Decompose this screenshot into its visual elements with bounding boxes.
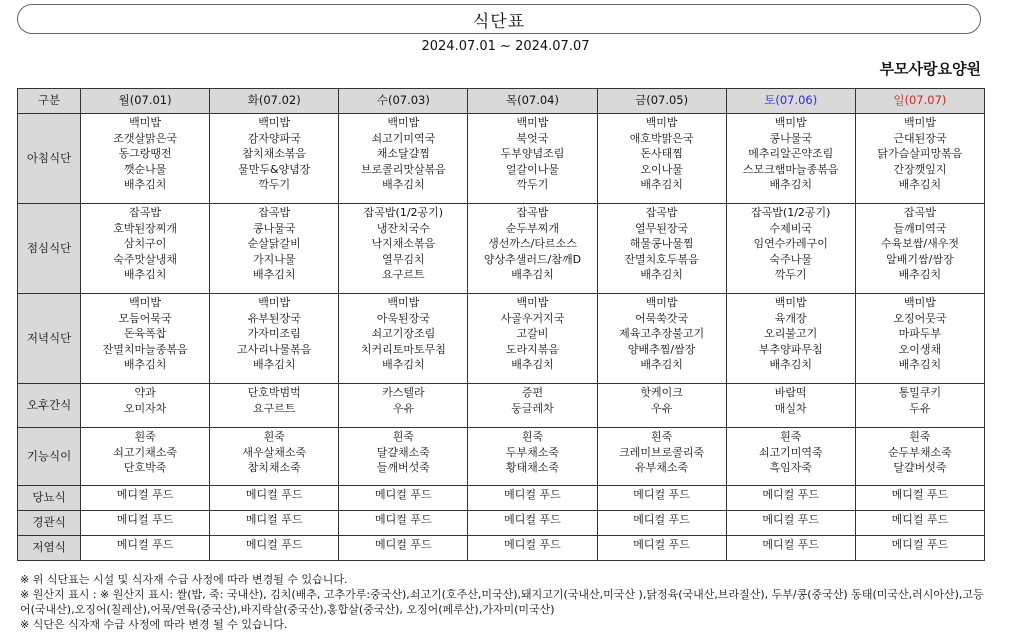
menu-item: 북엇국 xyxy=(516,131,549,145)
menu-item: 잡곡밥 xyxy=(903,206,936,219)
menu-cell xyxy=(339,294,468,384)
menu-body xyxy=(18,114,985,561)
menu-item: 콩나물국 xyxy=(252,221,296,235)
menu-item: 메디컬 푸드 xyxy=(504,513,561,526)
menu-item: 조갯살맑은국 xyxy=(113,131,177,145)
menu-item: 메디컬 푸드 xyxy=(116,513,174,526)
menu-item: 메디컬 푸드 xyxy=(891,538,949,551)
meal-row xyxy=(18,486,985,511)
page-title: 식단표 xyxy=(472,11,526,32)
meal-row xyxy=(18,114,985,204)
menu-item: 깍두기 xyxy=(774,268,807,281)
menu-cell xyxy=(855,486,984,511)
notes xyxy=(20,572,990,632)
menu-cell xyxy=(210,294,339,384)
menu-cell xyxy=(855,511,984,536)
menu-item: 메디컬 푸드 xyxy=(116,488,174,501)
menu-item: 근대된장국 xyxy=(893,131,947,145)
menu-item: 사골우거지국 xyxy=(500,311,565,325)
menu-item: 열무된장국 xyxy=(635,221,689,235)
menu-item: 우유 xyxy=(650,401,673,415)
menu-item: 수육보쌈/새우젓 xyxy=(880,237,959,250)
menu-item: 참치채소죽 xyxy=(247,461,301,474)
menu-item: 흰죽 xyxy=(263,430,285,443)
menu-item: 콩나물국 xyxy=(769,131,812,145)
header-day-3: 목(07.04) xyxy=(468,89,597,114)
menu-item: 배추김치 xyxy=(123,268,167,281)
menu-item: 두부양념조림 xyxy=(500,147,565,160)
menu-item: 얼갈이나물 xyxy=(505,162,560,176)
menu-cell xyxy=(855,428,984,486)
menu-cell xyxy=(597,384,726,428)
menu-cell xyxy=(855,204,984,294)
menu-cell xyxy=(81,384,210,428)
menu-item: 메디컬 푸드 xyxy=(504,538,561,551)
menu-item: 단호박죽 xyxy=(123,461,167,474)
menu-cell xyxy=(210,428,339,486)
menu-cell xyxy=(468,294,597,384)
menu-item: 유부채소죽 xyxy=(635,461,689,474)
menu-item: 오이생채 xyxy=(898,342,942,356)
menu-cell xyxy=(210,204,339,294)
menu-item: 육개장 xyxy=(774,311,807,325)
menu-cell xyxy=(210,536,339,561)
menu-item: 잡곡밥 xyxy=(258,206,291,219)
menu-item: 흑임자죽 xyxy=(769,461,812,474)
menu-item: 낙지채소볶음 xyxy=(371,237,436,250)
menu-item: 카스텔라 xyxy=(382,386,425,399)
menu-item: 새우살채소죽 xyxy=(242,445,307,459)
menu-item: 고사리나물볶음 xyxy=(237,342,312,356)
menu-item: 백미밥 xyxy=(258,116,291,129)
menu-item: 매실차 xyxy=(774,401,807,415)
menu-cell xyxy=(468,428,597,486)
menu-item: 냉잔치국수 xyxy=(376,221,430,235)
menu-item: 감자양파국 xyxy=(247,131,301,145)
menu-item: 쇠고기미역죽 xyxy=(758,445,823,459)
menu-item: 잡곡밥 xyxy=(645,206,678,219)
menu-item: 아욱된장국 xyxy=(376,311,430,325)
menu-item: 흰죽 xyxy=(780,430,802,443)
meal-row xyxy=(18,428,985,486)
menu-cell xyxy=(468,384,597,428)
meal-row xyxy=(18,511,985,536)
menu-cell xyxy=(726,536,855,561)
menu-cell xyxy=(855,536,984,561)
menu-item: 임연수카레구이 xyxy=(753,237,828,250)
menu-cell xyxy=(597,511,726,536)
menu-item: 흰죽 xyxy=(650,430,673,443)
menu-cell xyxy=(597,486,726,511)
menu-item: 순두부찌개 xyxy=(505,221,560,235)
menu-item: 백미밥 xyxy=(516,116,549,129)
menu-cell xyxy=(339,428,468,486)
title-box xyxy=(17,4,981,34)
menu-item: 바람떡 xyxy=(774,386,807,399)
menu-item: 백미밥 xyxy=(774,116,807,129)
menu-item: 메디컬 푸드 xyxy=(245,488,303,501)
menu-item: 배추김치 xyxy=(382,358,425,371)
menu-cell xyxy=(855,114,984,204)
menu-item: 배추김치 xyxy=(123,358,167,371)
menu-item: 우유 xyxy=(392,401,414,415)
menu-item: 요구르트 xyxy=(252,401,296,415)
menu-item: 채소달걀찜 xyxy=(376,147,430,160)
menu-item: 배추김치 xyxy=(898,268,942,281)
menu-item: 백미밥 xyxy=(387,296,420,309)
menu-item: 숙주나물 xyxy=(769,252,812,266)
menu-item: 백미밥 xyxy=(258,296,291,309)
menu-item: 메디컬 푸드 xyxy=(116,538,174,551)
menu-item: 순살닭갈비 xyxy=(247,237,301,250)
menu-item: 깻순나물 xyxy=(123,162,167,176)
menu-item: 수제비국 xyxy=(769,221,812,235)
menu-item: 치커리토마토무침 xyxy=(360,342,446,356)
menu-item: 백미밥 xyxy=(645,296,678,309)
menu-item: 간장깻잎지 xyxy=(893,162,947,176)
menu-item: 배추김치 xyxy=(769,178,812,191)
menu-item: 깍두기 xyxy=(516,178,549,191)
menu-item: 메디컬 푸드 xyxy=(633,513,690,526)
row-label: 경관식 xyxy=(18,511,81,536)
menu-item: 백미밥 xyxy=(903,296,936,309)
menu-cell xyxy=(339,536,468,561)
menu-item: 백미밥 xyxy=(387,116,420,129)
menu-item: 알배기쌈/쌈장 xyxy=(886,252,954,266)
menu-item: 메추리알곤약조림 xyxy=(748,147,834,160)
menu-item: 잡곡밥 xyxy=(516,206,549,219)
menu-item: 해물콩나물찜 xyxy=(629,237,694,250)
menu-cell xyxy=(468,536,597,561)
menu-cell xyxy=(81,486,210,511)
menu-item: 배추김치 xyxy=(511,358,554,371)
menu-item: 크레미브로콜리죽 xyxy=(619,445,705,459)
menu-item: 백미밥 xyxy=(129,116,162,129)
menu-table xyxy=(17,88,985,561)
menu-cell xyxy=(855,294,984,384)
menu-item: 마파두부 xyxy=(898,327,942,340)
menu-item: 메디컬 푸드 xyxy=(245,513,303,526)
menu-item: 달걀채소죽 xyxy=(376,445,430,459)
menu-cell xyxy=(81,428,210,486)
menu-item: 메디컬 푸드 xyxy=(762,538,820,551)
menu-item: 열무김치 xyxy=(382,252,425,266)
menu-cell xyxy=(81,294,210,384)
menu-item: 잡곡밥(1/2공기) xyxy=(751,206,831,219)
menu-item: 잡곡밥(1/2공기) xyxy=(363,206,444,219)
menu-item: 흰죽 xyxy=(134,430,156,443)
menu-cell xyxy=(81,114,210,204)
menu-cell xyxy=(339,114,468,204)
menu-cell xyxy=(210,384,339,428)
facility-name: 부모사랑요양원 xyxy=(879,60,981,78)
menu-item: 삼치구이 xyxy=(123,237,167,250)
menu-item: 백미밥 xyxy=(516,296,549,309)
menu-item: 약과 xyxy=(134,386,156,399)
menu-cell xyxy=(81,511,210,536)
menu-item: 메디컬 푸드 xyxy=(504,488,561,501)
header-day-1: 화(07.02) xyxy=(210,89,339,114)
menu-cell xyxy=(597,536,726,561)
menu-item: 메디컬 푸드 xyxy=(375,513,432,526)
menu-item: 흰죽 xyxy=(521,430,544,443)
menu-item: 통밀쿠키 xyxy=(898,386,942,399)
menu-item: 배추김치 xyxy=(123,178,167,191)
menu-item: 돈육폭찹 xyxy=(123,327,167,340)
menu-item: 깍두기 xyxy=(258,178,291,191)
menu-cell xyxy=(726,428,855,486)
menu-item: 메디컬 푸드 xyxy=(375,538,432,551)
menu-cell xyxy=(726,511,855,536)
menu-cell xyxy=(339,486,468,511)
header-day-0: 월(07.01) xyxy=(81,89,210,114)
menu-item: 제육고추장불고기 xyxy=(619,327,705,340)
menu-cell xyxy=(468,511,597,536)
row-label: 저염식 xyxy=(18,536,81,561)
header-day-4: 금(07.05) xyxy=(597,89,726,114)
menu-cell xyxy=(468,204,597,294)
meal-row xyxy=(18,204,985,294)
menu-cell xyxy=(210,114,339,204)
menu-item: 배추김치 xyxy=(252,358,296,371)
menu-item: 잔멸치마늘종볶음 xyxy=(102,342,188,356)
menu-cell xyxy=(468,114,597,204)
menu-cell xyxy=(726,486,855,511)
menu-item: 오리불고기 xyxy=(764,327,818,340)
note-ingredients: ※ 식단은 식자재 수급 사정에 따라 변경 될 수 있습니다. xyxy=(20,618,288,631)
note-origin: ※ 원산지 표시 : ※ 원산지 표시: 쌀(밥, 죽: 국내산), 김치(배추, 고추가루:중국산),쇠고기(호주산,미국산),돼지고기(국내산,미국산 ),닭정육(국내산,브라질산), 두부/콩(중국산) 동태(미국산,러시아산),고등어(국내산),오징어(칠레산),어묵/연육(중국산),바지락살(중국산),홍합살(중국산), 오징어(페루산),가자미(미국산) xyxy=(20,588,984,616)
menu-item: 도라지볶음 xyxy=(505,342,560,356)
menu-cell xyxy=(339,204,468,294)
menu-item: 배추김치 xyxy=(640,358,683,371)
menu-item: 증편 xyxy=(521,386,544,399)
menu-item: 애호박맑은국 xyxy=(629,131,694,145)
menu-cell xyxy=(597,114,726,204)
menu-item: 참치채소볶음 xyxy=(242,147,307,160)
menu-cell xyxy=(210,486,339,511)
menu-item: 백미밥 xyxy=(774,296,807,309)
menu-cell xyxy=(726,114,855,204)
menu-item: 배추김치 xyxy=(640,178,683,191)
menu-item: 유부된장국 xyxy=(247,311,301,325)
menu-item: 쇠고기장조림 xyxy=(371,327,436,340)
menu-item: 달걀버섯죽 xyxy=(893,461,947,474)
menu-item: 핫케이크 xyxy=(640,386,683,399)
menu-item: 요구르트 xyxy=(382,268,425,281)
menu-item: 백미밥 xyxy=(903,116,936,129)
menu-item: 배추김치 xyxy=(252,268,296,281)
menu-item: 어묵쑥갓국 xyxy=(635,311,689,325)
header-day-5: 토(07.06) xyxy=(726,89,855,114)
menu-item: 두유 xyxy=(909,401,931,415)
menu-cell xyxy=(597,204,726,294)
menu-cell xyxy=(81,204,210,294)
menu-item: 부추양파무침 xyxy=(758,342,823,356)
menu-cell xyxy=(855,384,984,428)
menu-item: 닭가슴살피망볶음 xyxy=(877,147,963,160)
menu-item: 들깨미역국 xyxy=(893,221,947,235)
menu-item: 메디컬 푸드 xyxy=(891,488,949,501)
header-row xyxy=(18,89,985,114)
menu-item: 메디컬 푸드 xyxy=(762,488,820,501)
header-day-6: 일(07.07) xyxy=(855,89,984,114)
menu-item: 양배추찜/쌈장 xyxy=(627,342,696,356)
menu-item: 백미밥 xyxy=(129,296,162,309)
meal-row xyxy=(18,384,985,428)
menu-item: 고갈비 xyxy=(516,327,549,340)
menu-cell xyxy=(726,294,855,384)
row-label: 오후간식 xyxy=(18,384,81,428)
menu-item: 황태채소죽 xyxy=(505,461,560,474)
menu-item: 오징어뭇국 xyxy=(893,311,947,325)
row-label: 기능식이 xyxy=(18,428,81,486)
menu-cell xyxy=(210,511,339,536)
menu-item: 돈사태찜 xyxy=(640,147,683,160)
menu-item: 스모크햄마늘종볶음 xyxy=(742,162,839,176)
menu-cell xyxy=(597,428,726,486)
menu-item: 배추김치 xyxy=(640,268,683,281)
menu-item: 잔멸치호두볶음 xyxy=(624,252,699,266)
menu-item: 오미자차 xyxy=(123,401,167,415)
row-label: 점심식단 xyxy=(18,204,81,294)
menu-item: 물만두&양념장 xyxy=(238,162,311,176)
menu-item: 배추김치 xyxy=(382,178,425,191)
menu-cell xyxy=(597,294,726,384)
menu-item: 메디컬 푸드 xyxy=(375,488,432,501)
menu-item: 순두부채소죽 xyxy=(888,445,952,459)
row-label: 저녁식단 xyxy=(18,294,81,384)
meal-row xyxy=(18,294,985,384)
menu-item: 흰죽 xyxy=(909,430,931,443)
menu-cell xyxy=(468,486,597,511)
menu-item: 단호박범벅 xyxy=(247,386,301,399)
menu-item: 배추김치 xyxy=(898,358,942,371)
menu-item: 메디컬 푸드 xyxy=(762,513,820,526)
menu-item: 백미밥 xyxy=(645,116,678,129)
menu-item: 메디컬 푸드 xyxy=(245,538,303,551)
menu-item: 가지나물 xyxy=(252,252,296,266)
menu-item: 들깨버섯죽 xyxy=(376,461,430,474)
menu-item: 배추김치 xyxy=(898,178,942,191)
row-label: 당뇨식 xyxy=(18,486,81,511)
menu-item: 모듬어묵국 xyxy=(118,311,172,325)
menu-item: 호박된장찌개 xyxy=(113,221,177,235)
menu-item: 양상추샐러드/참깨D xyxy=(483,252,582,266)
menu-cell xyxy=(339,511,468,536)
menu-item: 브로콜리맛살볶음 xyxy=(360,162,446,176)
menu-item: 오이나물 xyxy=(640,162,683,176)
period-range: 2024.07.01 ~ 2024.07.07 xyxy=(421,39,590,54)
menu-item: 숙주맛살냉채 xyxy=(113,252,177,266)
menu-item: 배추김치 xyxy=(511,268,554,281)
meal-row xyxy=(18,536,985,561)
menu-item: 동그랑땡전 xyxy=(118,147,172,160)
menu-cell xyxy=(726,204,855,294)
menu-item: 생선까스/타르소스 xyxy=(488,237,577,250)
menu-item: 흰죽 xyxy=(392,430,414,443)
menu-item: 잡곡밥 xyxy=(129,206,162,219)
menu-item: 배추김치 xyxy=(769,358,812,371)
menu-cell xyxy=(726,384,855,428)
menu-item: 메디컬 푸드 xyxy=(633,538,690,551)
menu-item: 쇠고기미역국 xyxy=(371,131,436,145)
menu-cell xyxy=(339,384,468,428)
header-category: 구분 xyxy=(18,89,81,114)
row-label: 아침식단 xyxy=(18,114,81,204)
menu-item: 메디컬 푸드 xyxy=(891,513,949,526)
header-day-2: 수(07.03) xyxy=(339,89,468,114)
menu-cell xyxy=(81,536,210,561)
menu-item: 쇠고기채소죽 xyxy=(113,445,177,459)
menu-item: 두부채소죽 xyxy=(505,445,560,459)
menu-item: 메디컬 푸드 xyxy=(633,488,690,501)
note-change: ※ 위 식단표는 시설 및 식자재 수급 사정에 따라 변경될 수 있습니다. xyxy=(20,573,348,586)
menu-item: 둥글레차 xyxy=(511,401,554,415)
menu-item: 가자미조림 xyxy=(247,327,301,340)
